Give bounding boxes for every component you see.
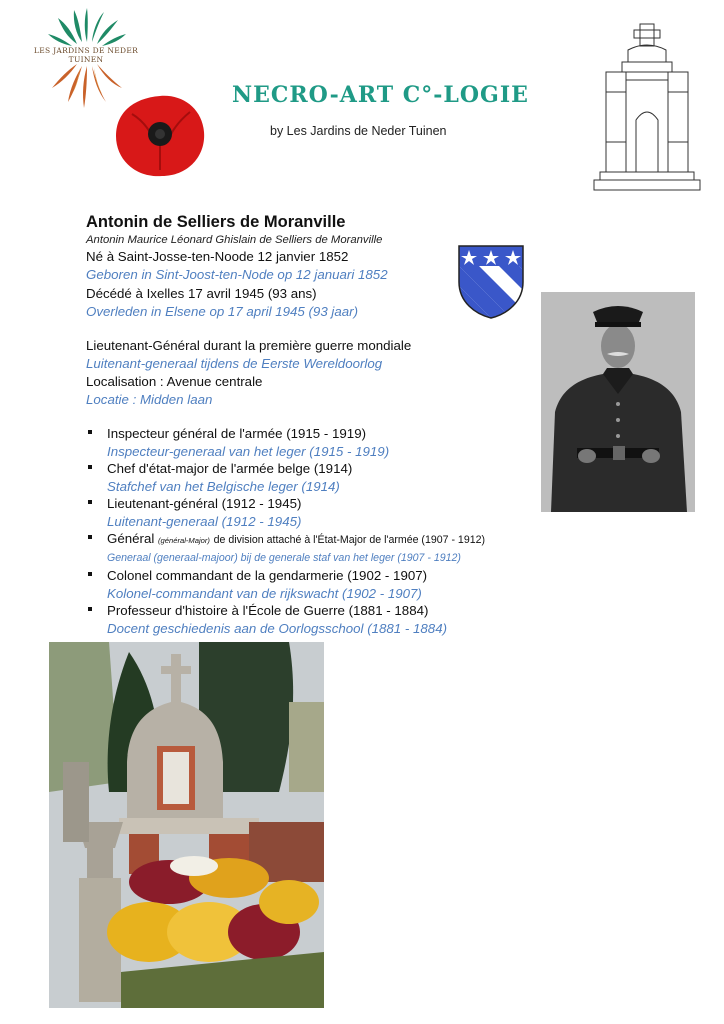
born-nl: Geboren in Sint-Joost-ten-Node op 12 januari 1852 — [86, 267, 388, 282]
person-name: Antonin de Selliers de Moranville — [86, 213, 346, 231]
bullet-icon — [88, 430, 92, 434]
list-item — [86, 425, 606, 460]
career-list — [86, 425, 606, 637]
location-fr: Localisation : Avenue centrale — [86, 374, 263, 389]
poppy-icon — [112, 90, 208, 180]
person-full-name: Antonin Maurice Léonard Ghislain de Selliers de Moranville — [86, 234, 383, 246]
brand-title: NECRO-ART C°-LOGIE — [232, 82, 529, 108]
career-fr: Lieutenant-général (1912 - 1945) — [107, 496, 302, 511]
career-fr: Inspecteur général de l'armée (1915 - 1919) — [107, 426, 367, 441]
career-fr: Chef d'état-major de l'armée belge (1914) — [107, 461, 353, 476]
career-nl: Kolonel-commandant van de rijkswacht (1902 - 1907) — [107, 585, 422, 601]
brand-subtitle: by Les Jardins de Neder Tuinen — [270, 124, 447, 138]
role-fr: Lieutenant-Général durant la première guerre mondiale — [86, 338, 412, 353]
career-nl: Generaal (generaal-majoor) bij de generale staf van het leger (1907 - 1912) — [107, 551, 461, 564]
career-fr-main: Général — [107, 531, 155, 546]
bullet-icon — [88, 465, 92, 469]
career-nl: Docent geschiedenis aan de Oorlogsschool (1881 - 1884) — [107, 620, 448, 636]
list-item — [86, 567, 606, 602]
died-nl: Overleden in Elsene op 17 april 1945 (93 jaar) — [86, 304, 359, 319]
location-nl: Locatie : Midden laan — [86, 392, 213, 407]
list-item — [86, 495, 606, 530]
career-fr: Professeur d'histoire à l'École de Guerre (1881 - 1884) — [107, 603, 429, 618]
role-nl: Luitenant-generaal tijdens de Eerste Wereldoorlog — [86, 356, 383, 371]
bullet-icon — [88, 500, 92, 504]
career-nl: Stafchef van het Belgische leger (1914) — [107, 478, 340, 494]
died-fr: Décédé à Ixelles 17 avril 1945 (93 ans) — [86, 286, 317, 301]
born-fr: Né à Saint-Josse-ten-Noode 12 janvier 1852 — [86, 249, 349, 264]
list-item — [86, 602, 606, 637]
coat-of-arms-icon — [457, 244, 525, 320]
monument-drawing-icon — [592, 22, 702, 194]
list-item — [86, 530, 606, 567]
career-fr-rest: de division attaché à l'État-Major de l'armée (1907 - 1912) — [213, 534, 486, 546]
career-fr-tiny: (général-Major) — [158, 536, 210, 545]
logo-text: LES JARDINS DE NEDER TUINEN — [33, 46, 139, 64]
career-nl: Luitenant-generaal (1912 - 1945) — [107, 513, 302, 529]
bullet-icon — [88, 572, 92, 576]
career-fr: Colonel commandant de la gendarmerie (1902 - 1907) — [107, 568, 428, 583]
bullet-icon — [88, 535, 92, 539]
bullet-icon — [88, 607, 92, 611]
career-fr — [107, 530, 606, 550]
list-item — [86, 460, 606, 495]
grave-photo — [49, 642, 324, 1008]
career-nl: Inspecteur-generaal van het leger (1915 - 1919) — [107, 443, 390, 459]
